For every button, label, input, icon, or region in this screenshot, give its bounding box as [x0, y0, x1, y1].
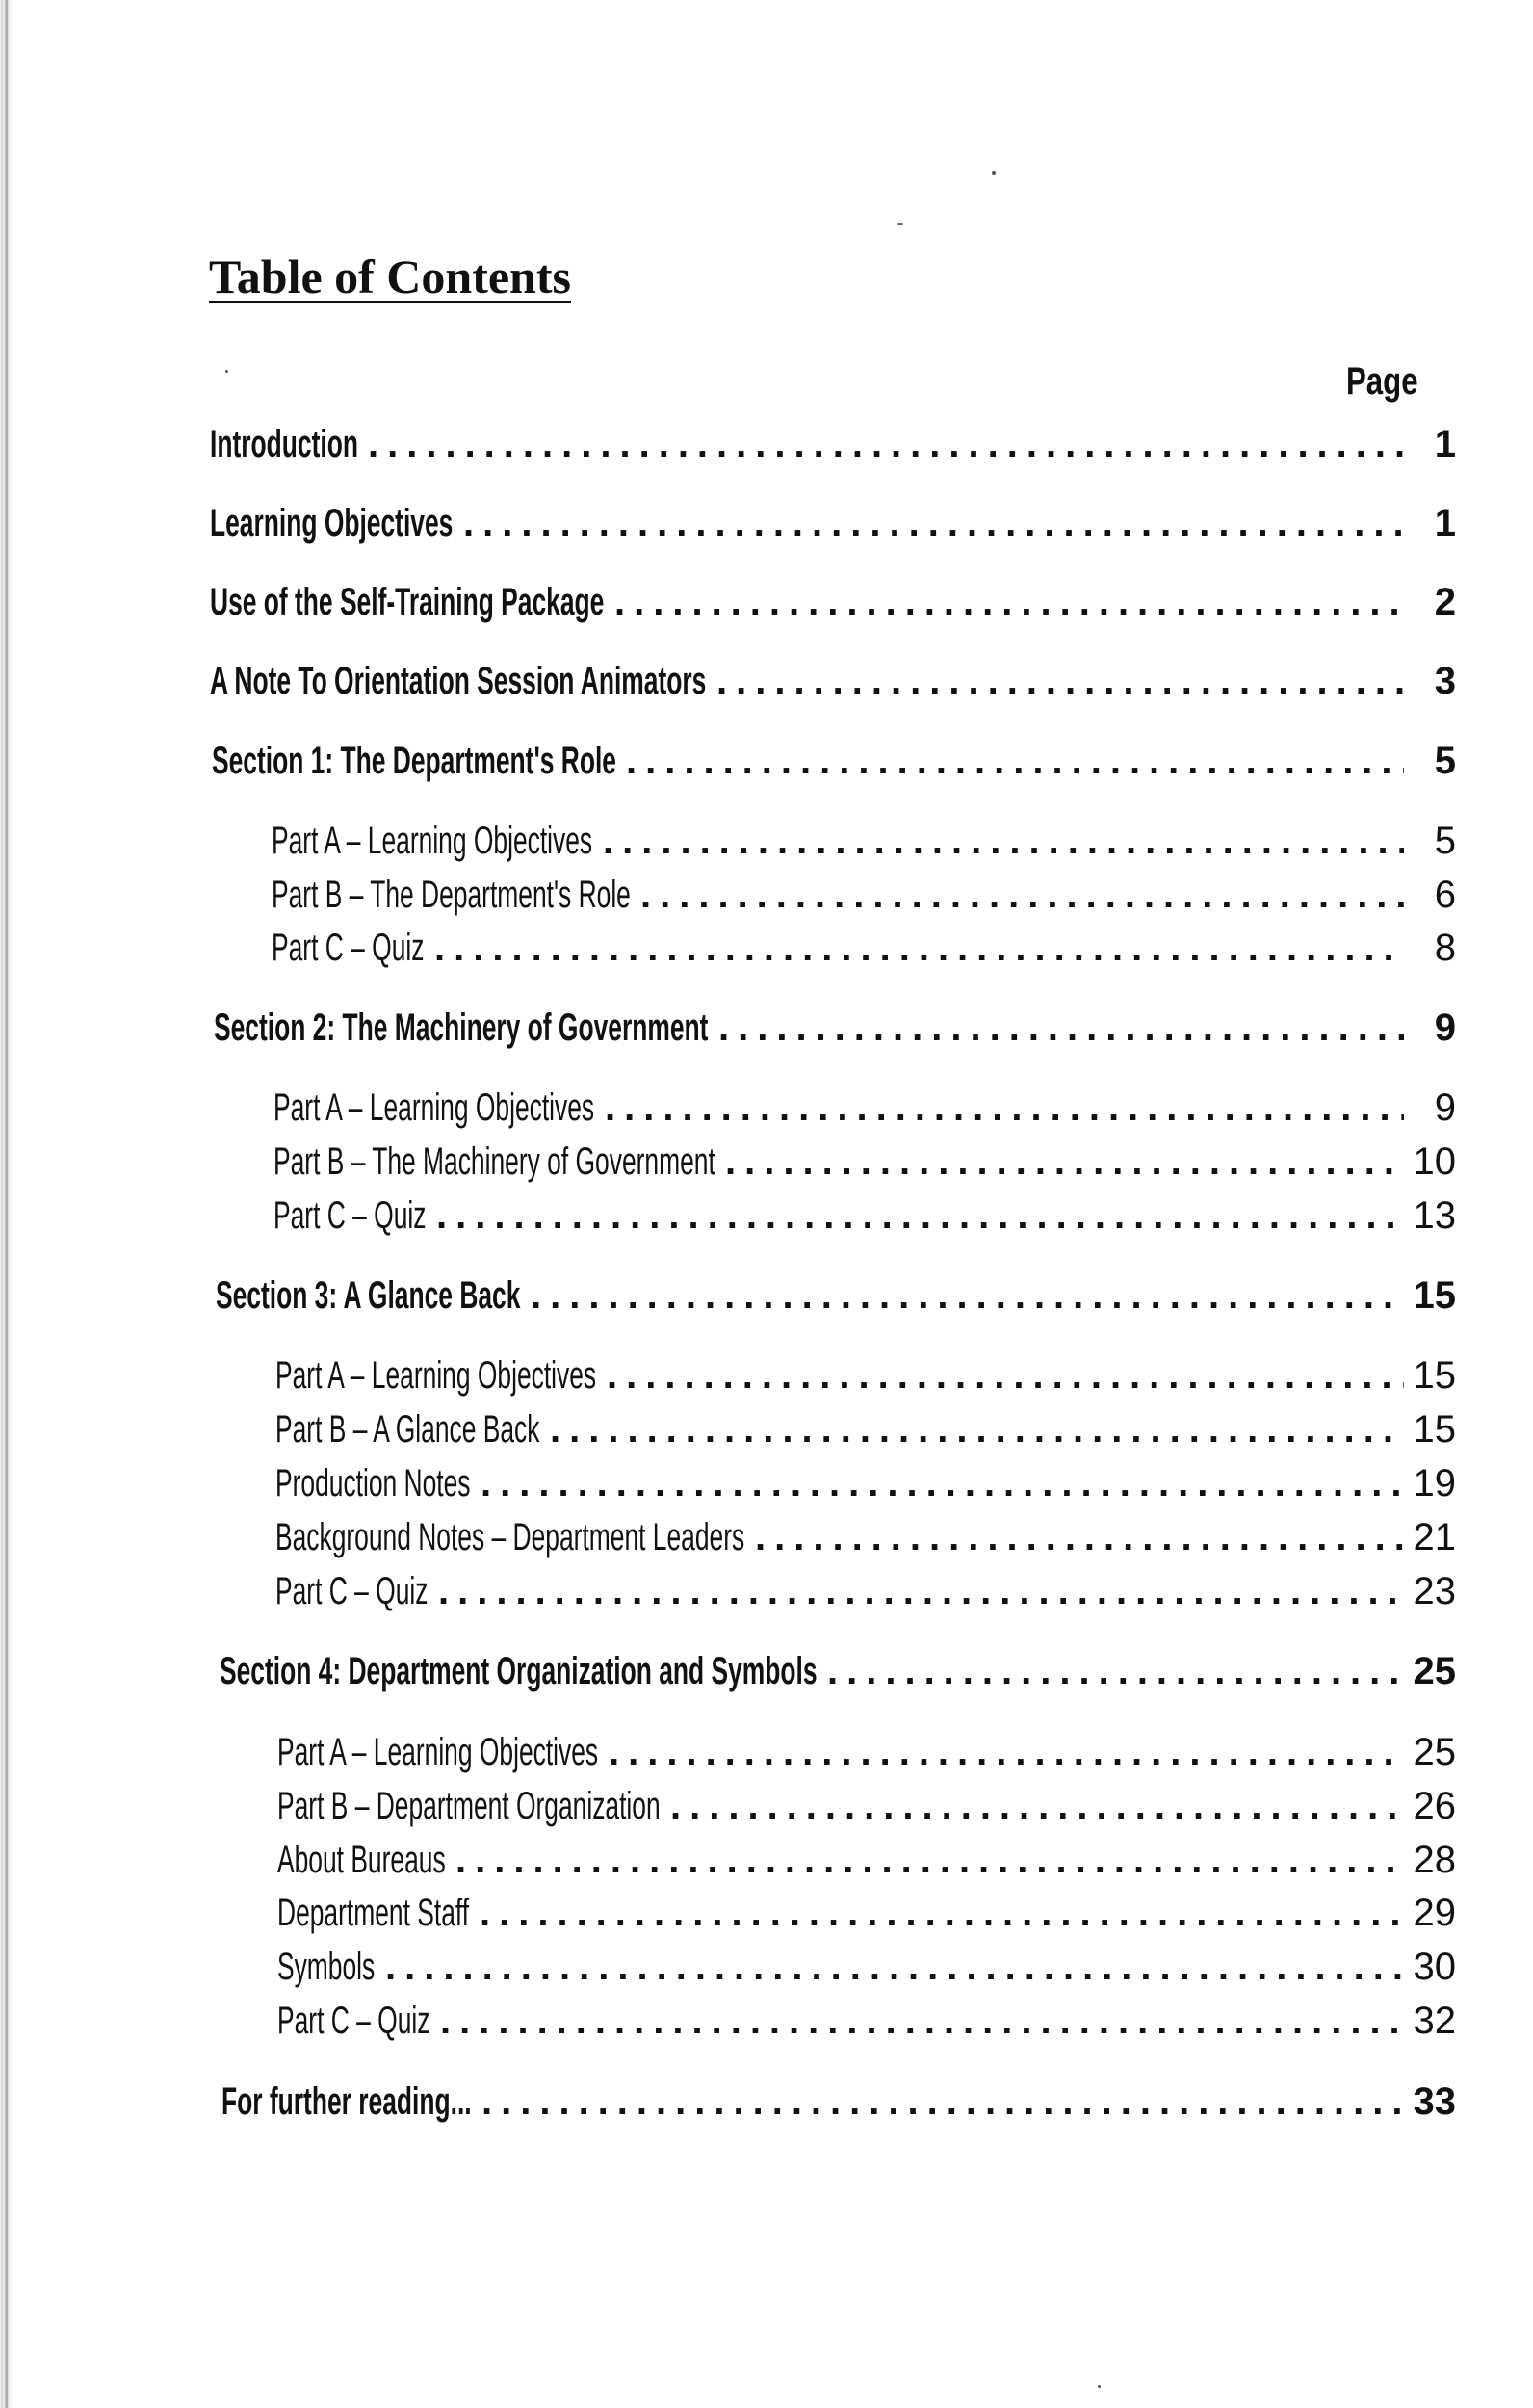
- toc-entry-page-number: 29: [1413, 1892, 1456, 1934]
- toc-entry-label-wrap: [210, 579, 605, 625]
- dot-leader: [531, 1272, 1404, 1319]
- dot-leader: [605, 1085, 1404, 1131]
- toc-entry-label: Production Notes: [275, 1462, 471, 1505]
- toc-entry-label: Learning Objectives: [210, 502, 454, 544]
- toc-entry-label: For further reading...: [221, 2081, 472, 2123]
- dot-leader: [718, 1005, 1404, 1051]
- toc-entry-label-wrap: [277, 1890, 470, 1936]
- toc-subsection-entry: [273, 1192, 1456, 1239]
- toc-entry-label: Section 3: A Glance Back: [216, 1274, 521, 1317]
- dot-leader: [550, 1406, 1404, 1453]
- toc-subsection-entry: [277, 1783, 1456, 1829]
- toc-entry-page-number: 25: [1413, 1650, 1456, 1692]
- toc-entry-label: Part A – Learning Objectives: [277, 1731, 599, 1773]
- toc-subsection-entry: [277, 1998, 1456, 2044]
- toc-entry-label: Part B – The Machinery of Government: [273, 1140, 715, 1183]
- toc-entry-label: Part A – Learning Objectives: [272, 820, 593, 862]
- toc-entry-label-wrap: [275, 1406, 540, 1453]
- toc-subsection-entry: [273, 1139, 1456, 1185]
- toc-subsection-entry: [272, 818, 1456, 864]
- toc-section-entry: [210, 658, 1456, 704]
- toc-subsection-entry: [275, 1352, 1456, 1399]
- toc-entry-label-wrap: [216, 1272, 521, 1319]
- toc-entry-label: Part C – Quiz: [275, 1570, 429, 1612]
- dot-leader: [614, 579, 1404, 625]
- toc-subsection-entry: [272, 925, 1456, 971]
- toc-entry-page-number: 3: [1434, 660, 1456, 702]
- toc-entry-label: Introduction: [210, 423, 358, 465]
- toc-entry-page-number: 8: [1434, 927, 1456, 969]
- toc-entry-label-wrap: [221, 2079, 472, 2125]
- toc-section-entry: [221, 2079, 1456, 2125]
- toc-entry-page-number: 15: [1413, 1354, 1456, 1397]
- toc-section-entry: [220, 1648, 1456, 1694]
- dot-leader: [609, 1729, 1404, 1775]
- toc-entry-page-number: 9: [1434, 1007, 1456, 1049]
- dot-leader: [434, 925, 1404, 971]
- toc-entry-label: Part C – Quiz: [273, 1194, 427, 1237]
- toc-entry-label-wrap: [277, 1837, 446, 1883]
- scan-speck: [1098, 2385, 1101, 2388]
- dot-leader: [827, 1648, 1404, 1694]
- dot-leader: [481, 1460, 1404, 1506]
- dot-leader: [385, 1944, 1404, 1990]
- dot-leader: [455, 1837, 1404, 1883]
- toc-entry-label: Symbols: [277, 1946, 376, 1988]
- toc-subsection-entry: [277, 1729, 1456, 1775]
- toc-section-entry: [210, 579, 1456, 625]
- toc-section-entry: [214, 1005, 1456, 1051]
- toc-entry-label-wrap: [220, 1648, 818, 1694]
- toc-entry-page-number: 28: [1413, 1839, 1456, 1881]
- toc-entry-label: Use of the Self-Training Package: [210, 581, 605, 623]
- toc-entry-label-wrap: [273, 1139, 715, 1185]
- toc-entry-label-wrap: [277, 1783, 661, 1829]
- toc-entry-label-wrap: [277, 1729, 599, 1775]
- toc-section-entry: [210, 500, 1456, 546]
- toc-entry-label-wrap: [273, 1085, 595, 1131]
- dot-leader: [438, 1568, 1404, 1614]
- toc-entry-label: Section 2: The Machinery of Government: [214, 1007, 709, 1049]
- toc-entry-label-wrap: [277, 1944, 376, 1990]
- toc-entry-page-number: 19: [1413, 1462, 1456, 1505]
- toc-entry-page-number: 9: [1434, 1086, 1456, 1129]
- toc-entry-label: Part A – Learning Objectives: [273, 1086, 595, 1129]
- toc-subsection-entry: [277, 1837, 1456, 1883]
- toc-entry-label: A Note To Orientation Session Animators: [210, 660, 707, 702]
- toc-subsection-entry: [275, 1514, 1456, 1560]
- toc-subsection-entry: [275, 1406, 1456, 1453]
- dot-leader: [670, 1783, 1404, 1829]
- toc-entry-page-number: 13: [1413, 1194, 1456, 1237]
- toc-entry-label-wrap: [273, 1192, 427, 1239]
- toc-entry-label: Department Staff: [277, 1892, 470, 1934]
- toc-subsection-entry: [273, 1085, 1456, 1131]
- dot-leader: [607, 1352, 1404, 1399]
- dot-leader: [481, 2079, 1404, 2125]
- toc-entry-label-wrap: [277, 1998, 430, 2044]
- dot-leader: [368, 421, 1404, 467]
- toc-subsection-entry: [275, 1460, 1456, 1506]
- toc-entry-page-number: 15: [1413, 1408, 1456, 1451]
- toc-entry-page-number: 2: [1434, 581, 1456, 623]
- toc-section-entry: [212, 738, 1456, 784]
- dot-leader: [640, 872, 1404, 918]
- page-title: Table of Contents: [209, 249, 571, 303]
- toc-entry-label: Part B – The Department's Role: [272, 874, 631, 916]
- toc-subsection-entry: [275, 1568, 1456, 1614]
- toc-entry-page-number: 1: [1434, 502, 1456, 544]
- toc-entry-label: Section 1: The Department's Role: [212, 740, 616, 782]
- toc-entry-page-number: 32: [1413, 2000, 1456, 2042]
- toc-entry-label: Background Notes – Department Leaders: [275, 1516, 745, 1558]
- toc-entry-label-wrap: [272, 818, 593, 864]
- dot-leader: [626, 738, 1404, 784]
- toc-entry-page-number: 23: [1413, 1570, 1456, 1612]
- toc-entry-label: About Bureaus: [277, 1839, 446, 1881]
- toc-entry-page-number: 5: [1434, 820, 1456, 862]
- toc-entry-page-number: 33: [1413, 2081, 1456, 2123]
- scan-speck: [897, 223, 903, 225]
- toc-entry-label-wrap: [275, 1568, 429, 1614]
- dot-leader: [480, 1890, 1404, 1936]
- dot-leader: [755, 1514, 1404, 1560]
- toc-entry-page-number: 21: [1413, 1516, 1456, 1558]
- toc-entry-page-number: 26: [1413, 1785, 1456, 1827]
- toc-entry-label-wrap: [214, 1005, 709, 1051]
- dot-leader: [436, 1192, 1404, 1239]
- toc-entry-page-number: 30: [1413, 1946, 1456, 1988]
- page-column-header: Page: [1346, 360, 1418, 403]
- toc-entry-label-wrap: [272, 925, 425, 971]
- dot-leader: [463, 500, 1404, 546]
- toc-entry-label: Part A – Learning Objectives: [275, 1354, 597, 1397]
- toc-entry-label-wrap: [210, 500, 454, 546]
- toc-entry-label-wrap: [272, 872, 631, 918]
- toc-section-entry: [216, 1272, 1456, 1319]
- toc-entry-label: Part B – A Glance Back: [275, 1408, 540, 1451]
- toc-entry-label-wrap: [210, 421, 358, 467]
- toc-entry-page-number: 6: [1434, 874, 1456, 916]
- scan-speck: [992, 171, 996, 175]
- dot-leader: [725, 1139, 1404, 1185]
- toc-entry-label-wrap: [210, 658, 707, 704]
- dot-leader: [440, 1998, 1404, 2044]
- toc-section-entry: [210, 421, 1456, 467]
- toc-entry-label-wrap: [212, 738, 616, 784]
- dot-leader: [603, 818, 1404, 864]
- toc-subsection-entry: [277, 1890, 1456, 1936]
- toc-entry-page-number: 1: [1434, 423, 1456, 465]
- toc-entry-page-number: 15: [1413, 1274, 1456, 1317]
- toc-entry-page-number: 5: [1434, 740, 1456, 782]
- dot-leader: [716, 658, 1404, 704]
- toc-subsection-entry: [277, 1944, 1456, 1990]
- toc-entry-label: Section 4: Department Organization and Symbols: [220, 1650, 818, 1692]
- scan-speck: [225, 370, 228, 373]
- toc-entry-page-number: 25: [1413, 1731, 1456, 1773]
- toc-entry-label-wrap: [275, 1352, 597, 1399]
- toc-subsection-entry: [272, 872, 1456, 918]
- toc-entry-label-wrap: [275, 1460, 471, 1506]
- toc-entry-label-wrap: [275, 1514, 745, 1560]
- toc-entry-label: Part C – Quiz: [277, 2000, 430, 2042]
- toc-entry-label: Part C – Quiz: [272, 927, 425, 969]
- toc-entry-page-number: 10: [1413, 1140, 1456, 1183]
- toc-entry-label: Part B – Department Organization: [277, 1785, 661, 1827]
